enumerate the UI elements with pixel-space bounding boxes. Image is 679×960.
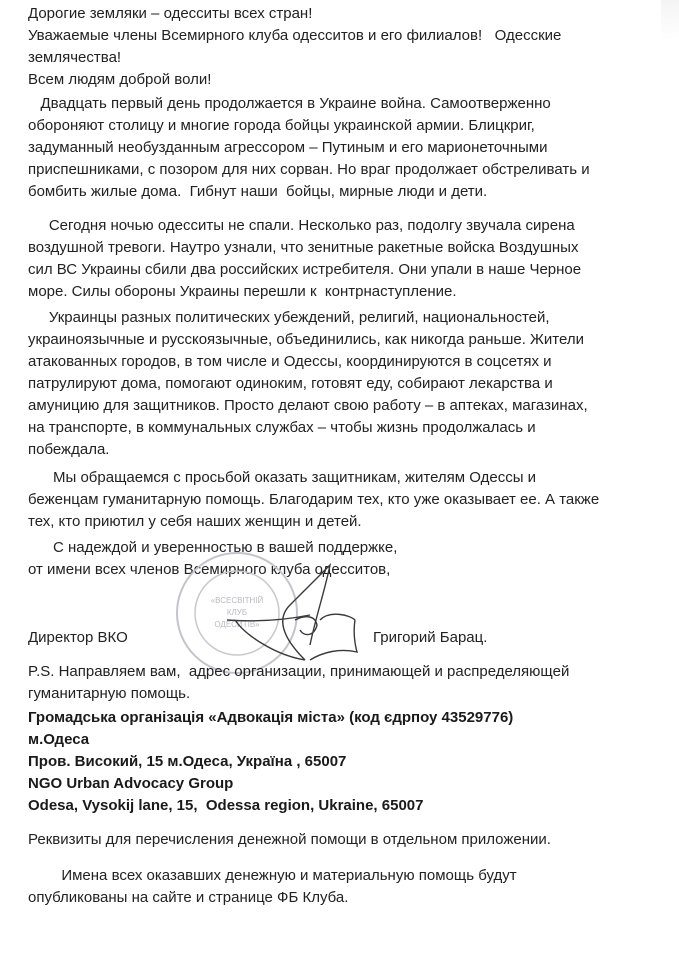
paragraph-war (28, 93, 659, 203)
text-line: воздушной тревоги. Наутро узнали, что зенитные ракетные войска Воздушных (28, 239, 579, 256)
text-line: море. Силы обороны Украины перешли к контрнаступление. (28, 283, 457, 300)
address-line: Громадська організація «Адвокація міста» (код єдрпоу 43529776) (28, 709, 514, 726)
text-line: украиноязычные и русскоязычные, объединились, как никогда раньше. Жители (28, 331, 584, 348)
text-line: патрулируют дома, помогают одиноким, готовят еду, собирают лекарства и (28, 375, 553, 392)
greeting-line: Дорогие земляки – одесситы всех стран! (28, 5, 313, 22)
address-line: NGO Urban Advocacy Group (28, 775, 234, 792)
paragraph-night (28, 215, 659, 303)
text-line: Двадцать первый день продолжается в Украине война. Самоотверженно (28, 95, 551, 112)
ps-line: P.S. Направляем вам, адрес организации, принимающей и распределяющей (28, 663, 570, 680)
greeting-line: Всем людям доброй воли! (28, 71, 212, 88)
text-line: амуницию для защитников. Просто делают свою работу – в аптеках, магазинах, (28, 397, 588, 414)
paragraph-unity (28, 307, 659, 461)
text-line: Украинцы разных политических убеждений, религий, национальностей, (28, 309, 550, 326)
text-line: задуманный необузданным агрессором – Путиным и его марионеточными (28, 139, 548, 156)
closing-line: С надеждой и уверенностью в вашей поддержке, (28, 539, 398, 556)
text-line: побеждала. (28, 441, 110, 458)
text-line: атакованных городов, в том числе и Одессы, координируются в соцсетях и (28, 353, 552, 370)
text-line: тех, кто приютил у себя наших женщин и детей. (28, 513, 362, 530)
final-note (28, 865, 659, 909)
text-line: на транспорте, в коммунальных службах – чтобы жизнь продолжалась и (28, 419, 536, 436)
postscript (28, 661, 659, 705)
text-line: беженцам гуманитарную помощь. Благодарим тех, кто уже оказывает ее. А также (28, 491, 600, 508)
organization-address (28, 707, 659, 817)
final-line: Имена всех оказавших денежную и материальную помощь будут (28, 867, 517, 884)
text-line: приспешниками, с позором для них сорван. Но враг продолжает обстреливать и (28, 161, 590, 178)
text-line: Мы обращаемся с просьбой оказать защитникам, жителям Одессы и (28, 469, 537, 486)
ps-line: гуманитарную помощь. (28, 685, 191, 702)
greeting-line: землячества! (28, 49, 122, 66)
requisites-note (28, 829, 659, 851)
svg-text:КЛУБ: КЛУБ (226, 608, 248, 617)
requisites-line: Реквизиты для перечисления денежной помощи в отдельном приложении. (28, 831, 551, 848)
handwritten-signature (215, 560, 385, 670)
text-line: сил ВС Украины сбили два российских истребителя. Они упали в наше Черное (28, 261, 582, 278)
text-line: Сегодня ночью одесситы не спали. Несколько раз, подолгу звучала сирена (28, 217, 575, 234)
final-line: опубликованы на сайте и странице ФБ Клуба. (28, 889, 349, 906)
address-line: Пров. Високий, 15 м.Одеса, Україна , 65007 (28, 753, 347, 770)
scan-artifact (661, 0, 679, 40)
address-line: Odesa, Vysokij lane, 15, Odessa region, Ukraine, 65007 (28, 797, 424, 814)
text-line: обороняют столицу и многие города бойцы украинской армии. Блицкриг, (28, 117, 535, 134)
address-line: м.Одеса (28, 731, 90, 748)
paragraph-appeal (28, 467, 659, 533)
closing-line: от имени всех членов Всемирного клуба одесситов, (28, 561, 391, 578)
text-line: бомбить жилые дома. Гибнут наши бойцы, мирные люди и дети. (28, 183, 488, 200)
signatory-name: Григорий Барац. (373, 629, 488, 646)
signatory-title: Директор ВКО (28, 629, 128, 646)
greeting-line: Уважаемые члены Всемирного клуба одесситов и его филиалов! Одесские (28, 27, 562, 44)
svg-text:«ВСЕСВІТНІЙ: «ВСЕСВІТНІЙ (210, 596, 264, 605)
greeting (28, 3, 659, 91)
svg-text:ОДЕСИТІВ»: ОДЕСИТІВ» (214, 620, 260, 629)
